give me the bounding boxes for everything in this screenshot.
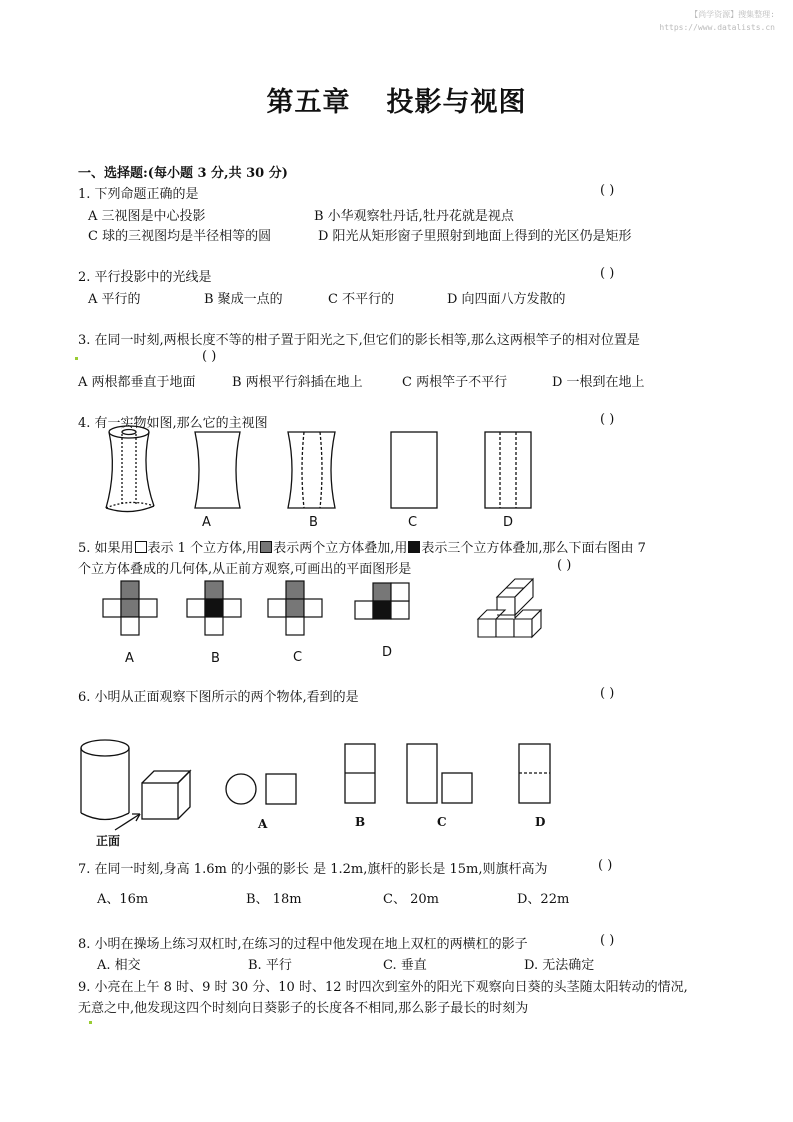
title-topic: 投影与视图 <box>386 87 527 118</box>
q5-label-b: B <box>211 651 220 666</box>
q3-option-b: B 两根平行斜插在地上 <box>232 375 363 390</box>
q5-text-4: 表示三个立方体叠加,那么下面右图由 7 <box>421 541 646 556</box>
q6-label-a: A <box>258 817 268 831</box>
q6-bracket: ( ) <box>600 686 615 701</box>
q6-front-arrow-icon <box>115 814 140 830</box>
q3-option-a: A 两根都垂直于地面 <box>78 375 196 390</box>
q6-label-c: C <box>437 815 447 829</box>
q1-option-a: A 三视图是中心投影 <box>88 209 206 224</box>
q5-text-1: 5. 如果用 <box>78 541 134 556</box>
watermark-line-2: https://www.datalists.cn <box>659 23 775 32</box>
q1-bracket: ( ) <box>600 183 615 198</box>
q6-cube-figure <box>142 771 190 819</box>
q9-line-2: 无意之中,他发现这四个时刻向日葵影子的长度各不相同,那么影子最长的时刻为 <box>78 1001 529 1016</box>
q6-option-b-figure <box>345 744 375 803</box>
watermark-line-1: 【尚学资源】搜集整理: <box>690 10 775 19</box>
q8-option-c: C. 垂直 <box>383 958 427 973</box>
q6-stem: 6. 小明从正面观察下图所示的两个物体,看到的是 <box>78 690 359 705</box>
q2-option-b: B 聚成一点的 <box>204 292 283 307</box>
q6-option-d-figure <box>519 744 550 803</box>
q3-stem: 3. 在同一时刻,两根长度不等的柑子置于阳光之下,但它们的影长相等,那么这两根竿子的相对位置是 <box>78 333 640 348</box>
q5-label-d: D <box>382 645 393 660</box>
q8-option-b: B. 平行 <box>248 958 292 973</box>
section-heading: 一、选择题:(每小题 3 分,共 30 分) <box>78 166 288 181</box>
q4-label-d: D <box>503 515 514 530</box>
q4-label-a: A <box>202 515 211 530</box>
q7-option-c: C、 20m <box>383 892 439 907</box>
q7-stem: 7. 在同一时刻,身高 1.6m 的小强的影长 是 1.2m,旗杆的影长是 15m,则旗杆高为 <box>78 862 548 877</box>
q4-stem: 4. 有一实物如图,那么它的主视图 <box>78 416 268 431</box>
q8-option-a: A. 相交 <box>97 958 141 973</box>
q5-bracket: ( ) <box>557 558 572 573</box>
q2-option-a: A 平行的 <box>88 292 141 307</box>
q3-option-c: C 两根竿子不平行 <box>402 375 508 390</box>
stray-mark <box>89 1021 92 1024</box>
q1-option-d: D 阳光从矩形窗子里照射到地面上得到的光区仍是矩形 <box>318 229 632 244</box>
title-chapter: 第五章 <box>266 87 351 118</box>
q8-stem: 8. 小明在操场上练习双杠时,在练习的过程中他发现在地上双杠的两横杠的影子 <box>78 937 528 952</box>
q5-text-2: 表示 1 个立方体,用 <box>147 541 260 556</box>
q8-bracket: ( ) <box>600 933 615 948</box>
q6-cylinder-figure <box>81 740 129 820</box>
q7-option-d: D、22m <box>517 892 570 907</box>
q4-label-b: B <box>309 515 318 530</box>
q1-option-b: B 小华观察牡丹话,牡丹花就是视点 <box>314 209 514 224</box>
q5-text-3: 表示两个立方体叠加,用 <box>273 541 408 556</box>
q6-option-a-figure <box>226 774 296 804</box>
q5-line-2: 个立方体叠成的几何体,从正前方观察,可画出的平面图形是 <box>78 562 412 577</box>
q4-bracket: ( ) <box>600 412 615 427</box>
q2-option-d: D 向四面八方发散的 <box>447 292 566 307</box>
q5-label-a: A <box>125 651 134 666</box>
q3-option-d: D 一根到在地上 <box>552 375 645 390</box>
q6-label-d: D <box>535 815 546 829</box>
q6-front-label: 正面 <box>96 834 121 848</box>
q6-option-c-figure <box>407 744 472 803</box>
q9-line-1: 9. 小亮在上午 8 时、9 时 30 分、10 时、12 时四次到室外的阳光下观察向日葵的头茎随太阳转动的情况, <box>78 980 688 995</box>
q1-option-c: C 球的三视图均是半径相等的圆 <box>88 229 272 244</box>
q2-bracket: ( ) <box>600 266 615 281</box>
q3-bracket: ( ) <box>202 349 217 364</box>
q7-option-a: A、16m <box>97 892 149 907</box>
q6-label-b: B <box>355 815 366 829</box>
q7-bracket: ( ) <box>598 858 613 873</box>
q5-label-c: C <box>293 650 303 665</box>
q1-stem: 1. 下列命题正确的是 <box>78 187 199 202</box>
q7-option-b: B、 18m <box>246 892 302 907</box>
q2-option-c: C 不平行的 <box>328 292 395 307</box>
q8-option-d: D. 无法确定 <box>524 958 595 973</box>
q2-stem: 2. 平行投影中的光线是 <box>78 270 212 285</box>
q4-label-c: C <box>408 515 418 530</box>
